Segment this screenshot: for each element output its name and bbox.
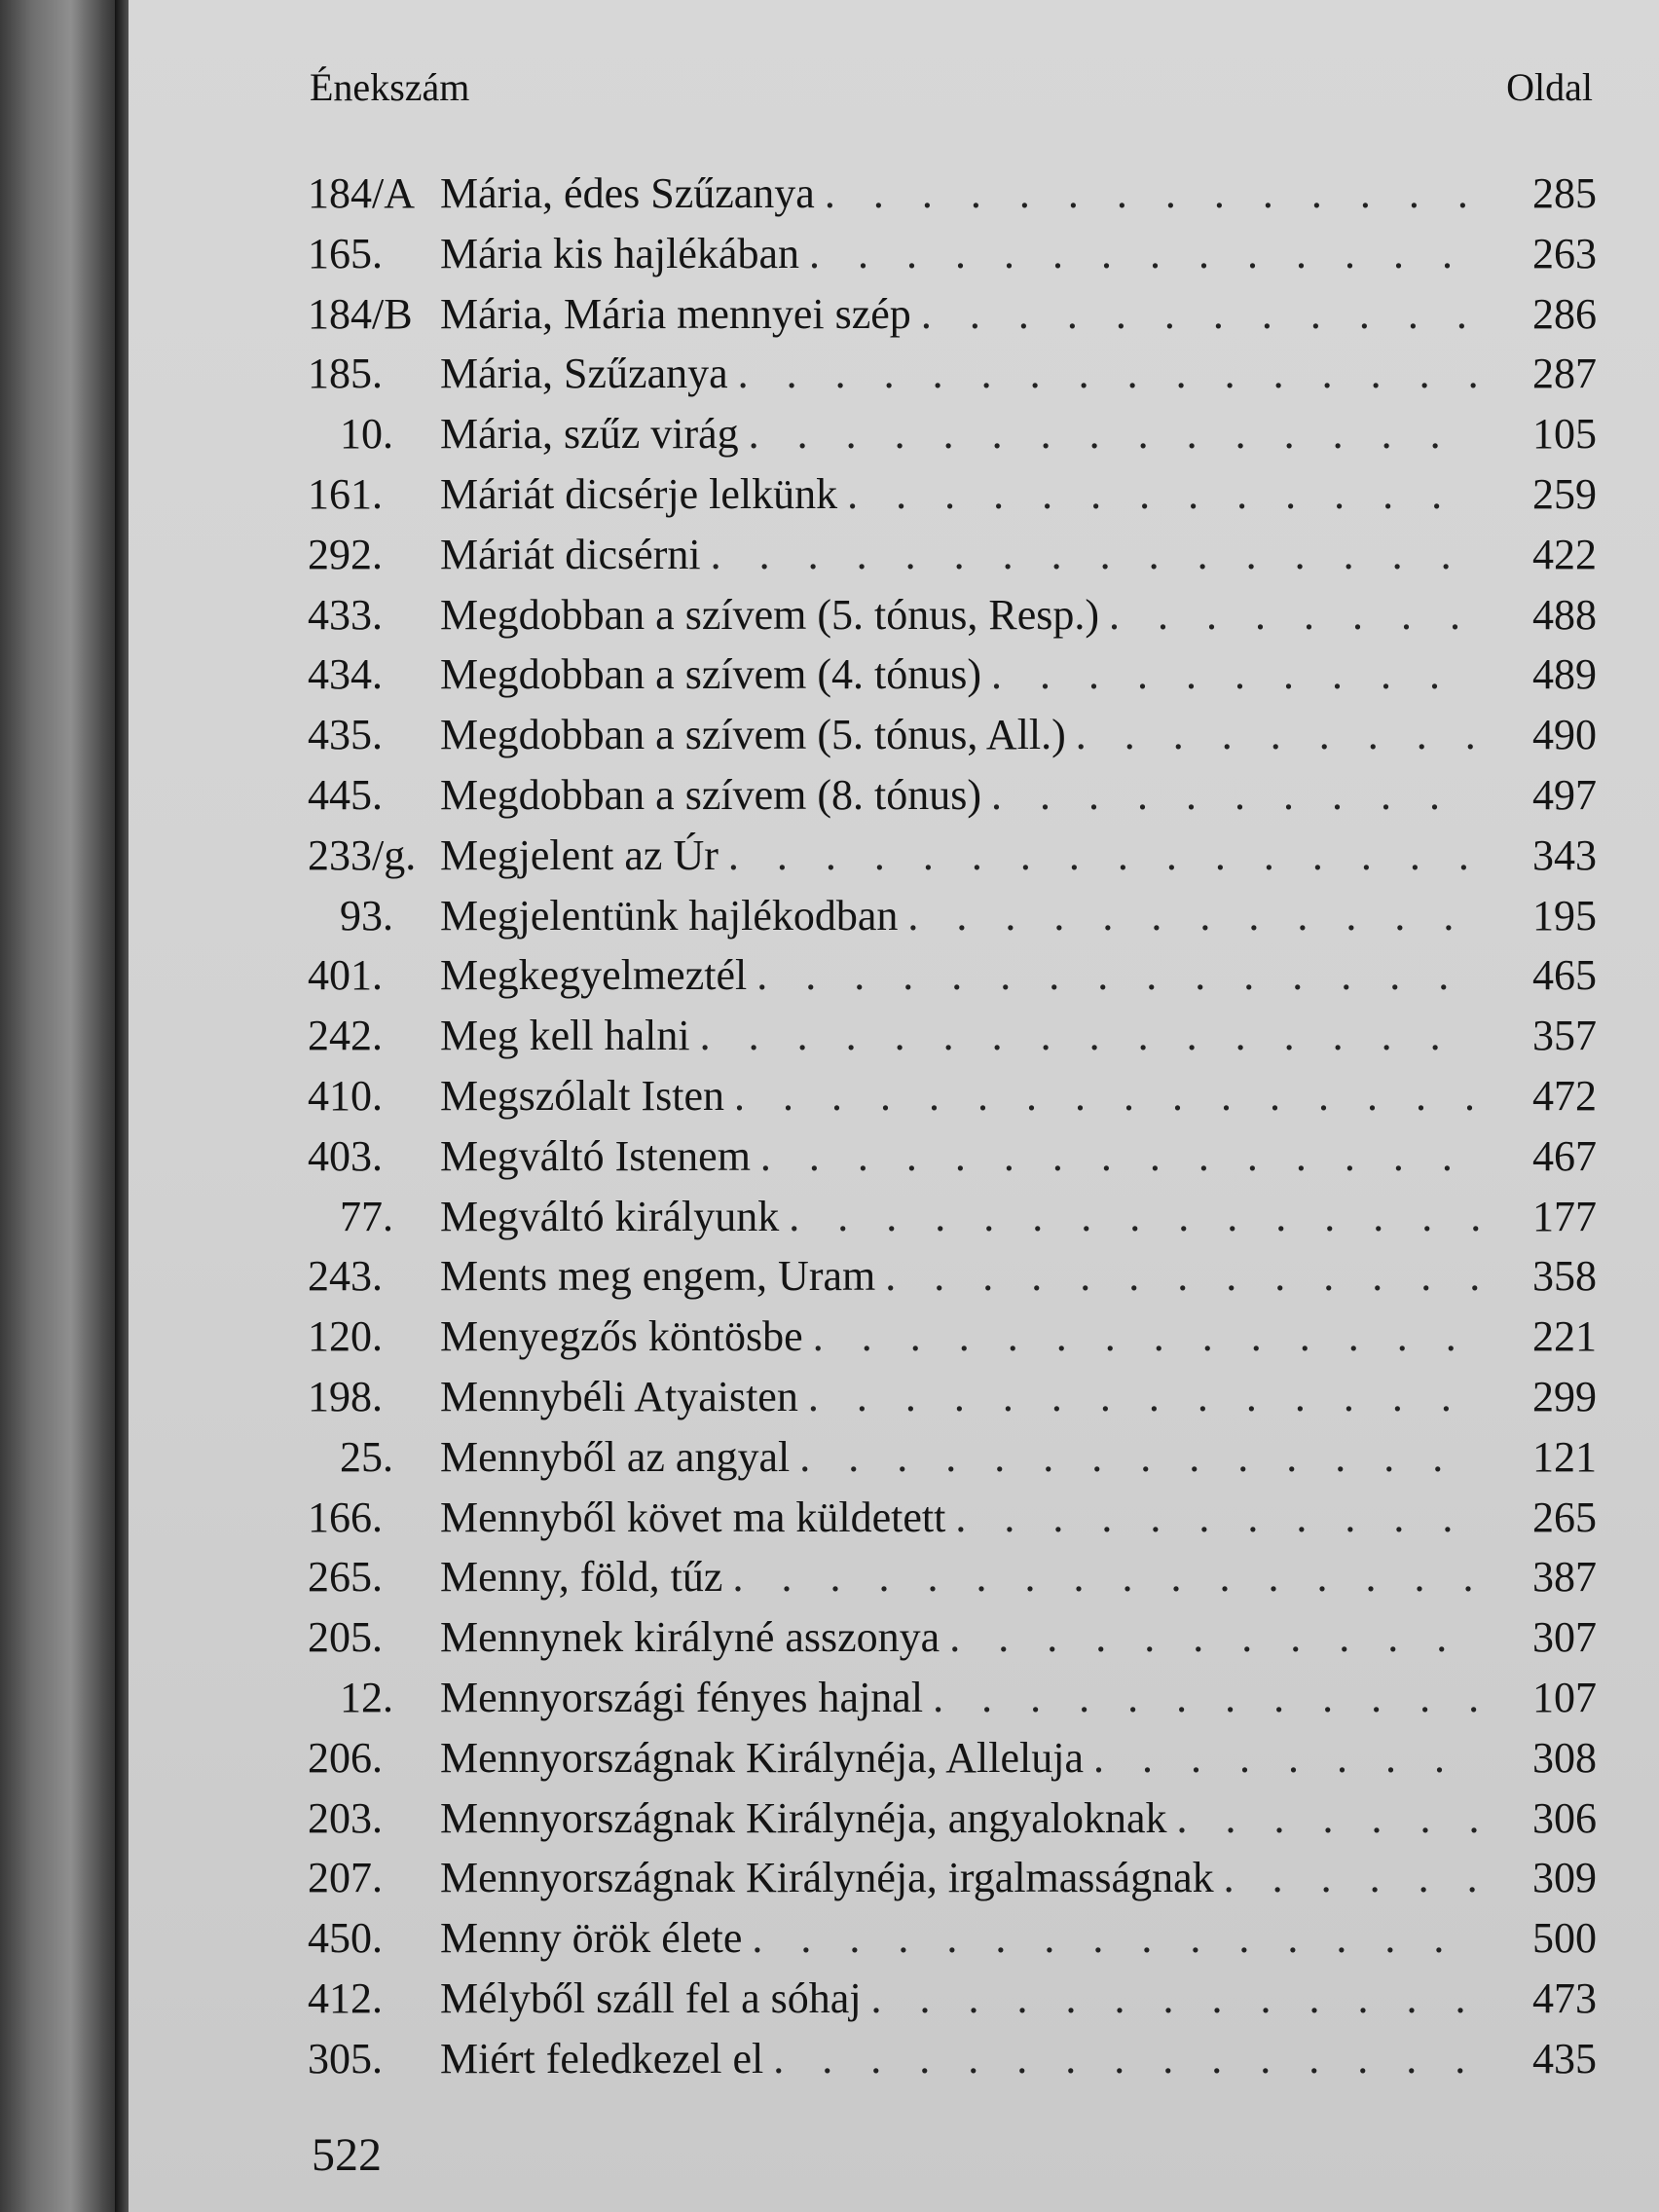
- header-page: Oldal: [1506, 65, 1593, 109]
- entry-title-line: [440, 2029, 1480, 2089]
- entry-title-line: [440, 224, 1480, 284]
- song-title: Menny, föld, tűz: [440, 1553, 723, 1602]
- entry-page-number: 195: [1532, 891, 1597, 940]
- entry-page-number: 422: [1532, 530, 1597, 578]
- song-number: 265.: [308, 1553, 383, 1602]
- song-title: Mennyországnak Királynéja, irgalmasságnak: [440, 1854, 1214, 1902]
- index-entry: [308, 1668, 1597, 1728]
- song-title: Menny örök élete: [440, 1914, 743, 1963]
- entry-title-line: [440, 1066, 1480, 1126]
- dot-leader: [847, 464, 1480, 525]
- entry-title-line: [440, 826, 1480, 886]
- song-title: Mária, Szűzanya: [440, 350, 728, 398]
- entry-page-number: 358: [1532, 1252, 1597, 1301]
- song-number: 403.: [308, 1131, 383, 1180]
- entry-title-line: [440, 344, 1480, 404]
- entry-title-line: [440, 705, 1480, 765]
- book-page: [129, 0, 1659, 2212]
- index-entry: [308, 1367, 1597, 1427]
- dot-leader: [871, 1969, 1480, 2029]
- entry-page-number: 263: [1532, 229, 1597, 277]
- dot-leader: [773, 2029, 1480, 2089]
- song-title: Mennyből az angyal: [440, 1432, 791, 1481]
- dot-leader: [809, 224, 1480, 284]
- dot-leader: [907, 886, 1480, 946]
- index-entry: [308, 1006, 1597, 1066]
- entry-page-number: 299: [1532, 1372, 1597, 1420]
- entry-title-line: [440, 765, 1480, 826]
- entry-page-number: 472: [1532, 1071, 1597, 1120]
- dot-leader: [991, 765, 1480, 826]
- song-number: 205.: [308, 1613, 383, 1662]
- entry-title-line: [440, 645, 1480, 705]
- dot-leader: [1076, 705, 1480, 765]
- entry-title-line: [440, 464, 1480, 525]
- song-title: Mennybéli Atyaisten: [440, 1372, 798, 1420]
- index-entry: [308, 1066, 1597, 1126]
- dot-leader: [825, 164, 1480, 224]
- dot-leader: [760, 1126, 1480, 1187]
- index-entry: [308, 1307, 1597, 1367]
- entry-page-number: 497: [1532, 770, 1597, 819]
- song-number: 305.: [308, 2034, 383, 2083]
- song-number: 120.: [308, 1312, 383, 1361]
- song-title: Megkegyelmeztél: [440, 951, 748, 1000]
- entry-title-line: [440, 284, 1480, 345]
- song-number: 206.: [308, 1733, 383, 1782]
- dot-leader: [813, 1307, 1480, 1367]
- index-entry: [308, 1908, 1597, 1969]
- song-title: Máriát dicsérje lelkünk: [440, 469, 838, 518]
- entry-page-number: 387: [1532, 1553, 1597, 1602]
- entry-page-number: 489: [1532, 650, 1597, 699]
- entry-title-line: [440, 1728, 1480, 1788]
- song-number: 166.: [308, 1493, 383, 1541]
- entry-page-number: 465: [1532, 951, 1597, 1000]
- song-title: Megszólalt Isten: [440, 1071, 725, 1120]
- song-number: 401.: [308, 951, 383, 1000]
- entry-page-number: 488: [1532, 590, 1597, 639]
- song-title: Mária, Mária mennyei szép: [440, 289, 911, 338]
- song-number: 207.: [308, 1854, 383, 1902]
- dot-leader: [885, 1246, 1480, 1307]
- index-entry: [308, 164, 1597, 224]
- entry-title-line: [440, 1246, 1480, 1307]
- song-title: Mennynek királyné asszonya: [440, 1613, 940, 1662]
- song-title: Megjelentünk hajlékodban: [440, 891, 899, 940]
- index-entry: [308, 1788, 1597, 1849]
- entry-page-number: 473: [1532, 1973, 1597, 2022]
- song-title: Máriát dicsérni: [440, 530, 701, 578]
- index-entry: [308, 1969, 1597, 2029]
- dot-leader: [738, 344, 1480, 404]
- song-number: 12.: [340, 1673, 393, 1721]
- dot-leader: [949, 1607, 1480, 1668]
- column-header: [310, 64, 1593, 113]
- index-entry: [308, 404, 1597, 464]
- dot-leader: [991, 645, 1480, 705]
- song-number: 203.: [308, 1793, 383, 1842]
- entry-title-line: [440, 1607, 1480, 1668]
- index-entry: [308, 1728, 1597, 1788]
- dot-leader: [799, 1427, 1480, 1488]
- song-number: 233/g.: [308, 830, 417, 879]
- song-title: Mennyből követ ma küldetett: [440, 1493, 946, 1541]
- entry-title-line: [440, 1006, 1480, 1066]
- index-list: [308, 164, 1597, 2089]
- index-entry: [308, 1547, 1597, 1607]
- index-entry: [308, 945, 1597, 1006]
- entry-page-number: 105: [1532, 410, 1597, 459]
- song-title: Megváltó Istenem: [440, 1131, 751, 1180]
- entry-page-number: 287: [1532, 350, 1597, 398]
- song-number: 93.: [340, 891, 393, 940]
- entry-title-line: [440, 1848, 1480, 1908]
- song-title: Mennyországnak Királynéja, Alleluja: [440, 1733, 1085, 1782]
- song-number: 185.: [308, 350, 383, 398]
- index-entry: [308, 224, 1597, 284]
- entry-title-line: [440, 945, 1480, 1006]
- index-entry: [308, 1126, 1597, 1187]
- index-entry: [308, 464, 1597, 525]
- dot-leader: [700, 1006, 1480, 1066]
- index-entry: [308, 886, 1597, 946]
- dot-leader: [1093, 1728, 1480, 1788]
- song-number: 450.: [308, 1914, 383, 1963]
- entry-page-number: 343: [1532, 830, 1597, 879]
- song-title: Megdobban a szívem (5. tónus, Resp.): [440, 590, 1099, 639]
- entry-page-number: 265: [1532, 1493, 1597, 1541]
- song-title: Miért feledkezel el: [440, 2034, 764, 2083]
- entry-title-line: [440, 1547, 1480, 1607]
- header-song-number: Énekszám: [310, 65, 470, 109]
- dot-leader: [756, 945, 1480, 1006]
- song-title: Mária kis hajlékában: [440, 229, 799, 277]
- dot-leader: [732, 1547, 1480, 1607]
- index-entry: [308, 645, 1597, 705]
- song-number: 165.: [308, 229, 383, 277]
- entry-page-number: 308: [1532, 1733, 1597, 1782]
- entry-title-line: [440, 1126, 1480, 1187]
- song-title: Menyegzős köntösbe: [440, 1312, 803, 1361]
- song-number: 184/B: [308, 289, 413, 338]
- entry-title-line: [440, 1969, 1480, 2029]
- dot-leader: [749, 404, 1480, 464]
- index-entry: [308, 284, 1597, 345]
- entry-page-number: 177: [1532, 1192, 1597, 1240]
- entry-title-line: [440, 404, 1480, 464]
- entry-page-number: 285: [1532, 169, 1597, 217]
- index-entry: [308, 525, 1597, 585]
- song-number: 10.: [340, 410, 393, 459]
- entry-title-line: [440, 1488, 1480, 1548]
- index-entry: [308, 1246, 1597, 1307]
- entry-title-line: [440, 886, 1480, 946]
- entry-page-number: 221: [1532, 1312, 1597, 1361]
- dot-leader: [808, 1367, 1480, 1427]
- entry-page-number: 500: [1532, 1914, 1597, 1963]
- index-entry: [308, 2029, 1597, 2089]
- song-number: 77.: [340, 1192, 393, 1240]
- index-entry: [308, 1488, 1597, 1548]
- index-entry: [308, 1848, 1597, 1908]
- song-number: 433.: [308, 590, 383, 639]
- entry-page-number: 435: [1532, 2034, 1597, 2083]
- entry-page-number: 286: [1532, 289, 1597, 338]
- song-number: 434.: [308, 650, 383, 699]
- dot-leader: [752, 1908, 1480, 1969]
- dot-leader: [728, 826, 1480, 886]
- entry-title-line: [440, 1427, 1480, 1488]
- dot-leader: [734, 1066, 1480, 1126]
- song-number: 435.: [308, 711, 383, 759]
- dot-leader: [933, 1668, 1480, 1728]
- index-entry: [308, 826, 1597, 886]
- song-title: Mennyországnak Királynéja, angyaloknak: [440, 1793, 1167, 1842]
- entry-page-number: 357: [1532, 1012, 1597, 1060]
- entry-title-line: [440, 1307, 1480, 1367]
- entry-page-number: 121: [1532, 1432, 1597, 1481]
- song-title: Megdobban a szívem (5. tónus, All.): [440, 711, 1066, 759]
- page-number: 522: [312, 2129, 382, 2181]
- dot-leader: [955, 1488, 1480, 1548]
- song-number: 412.: [308, 1973, 383, 2022]
- song-number: 242.: [308, 1012, 383, 1060]
- song-number: 243.: [308, 1252, 383, 1301]
- entry-page-number: 306: [1532, 1793, 1597, 1842]
- index-entry: [308, 585, 1597, 645]
- entry-title-line: [440, 585, 1480, 645]
- song-number: 292.: [308, 530, 383, 578]
- song-number: 410.: [308, 1071, 383, 1120]
- entry-title-line: [440, 1367, 1480, 1427]
- song-title: Mélyből száll fel a sóhaj: [440, 1973, 862, 2022]
- index-entry: [308, 1607, 1597, 1668]
- index-entry: [308, 1427, 1597, 1488]
- dot-leader: [711, 525, 1480, 585]
- entry-page-number: 307: [1532, 1613, 1597, 1662]
- entry-page-number: 490: [1532, 711, 1597, 759]
- entry-title-line: [440, 525, 1480, 585]
- entry-title-line: [440, 1187, 1480, 1247]
- song-number: 25.: [340, 1432, 393, 1481]
- song-number: 445.: [308, 770, 383, 819]
- index-entry: [308, 344, 1597, 404]
- song-title: Mennyországi fényes hajnal: [440, 1673, 924, 1721]
- song-number: 161.: [308, 469, 383, 518]
- entry-page-number: 259: [1532, 469, 1597, 518]
- dot-leader: [1224, 1848, 1480, 1908]
- index-entry: [308, 1187, 1597, 1247]
- song-number: 198.: [308, 1372, 383, 1420]
- dot-leader: [789, 1187, 1480, 1247]
- index-entry: [308, 705, 1597, 765]
- song-title: Megdobban a szívem (4. tónus): [440, 650, 981, 699]
- song-number: 184/A: [308, 169, 415, 217]
- entry-title-line: [440, 1908, 1480, 1969]
- song-title: Ments meg engem, Uram: [440, 1252, 876, 1301]
- index-entry: [308, 765, 1597, 826]
- song-title: Mária, szűz virág: [440, 410, 739, 459]
- book-spine: [0, 0, 129, 2212]
- dot-leader: [1177, 1788, 1480, 1849]
- dot-leader: [1109, 585, 1480, 645]
- song-title: Meg kell halni: [440, 1012, 690, 1060]
- entry-page-number: 467: [1532, 1131, 1597, 1180]
- entry-title-line: [440, 1668, 1480, 1728]
- song-title: Megdobban a szívem (8. tónus): [440, 770, 981, 819]
- song-title: Mária, édes Szűzanya: [440, 169, 815, 217]
- song-title: Megváltó királyunk: [440, 1192, 780, 1240]
- entry-title-line: [440, 164, 1480, 224]
- entry-page-number: 309: [1532, 1854, 1597, 1902]
- dot-leader: [921, 284, 1480, 345]
- song-title: Megjelent az Úr: [440, 830, 719, 879]
- entry-page-number: 107: [1532, 1673, 1597, 1721]
- entry-title-line: [440, 1788, 1480, 1849]
